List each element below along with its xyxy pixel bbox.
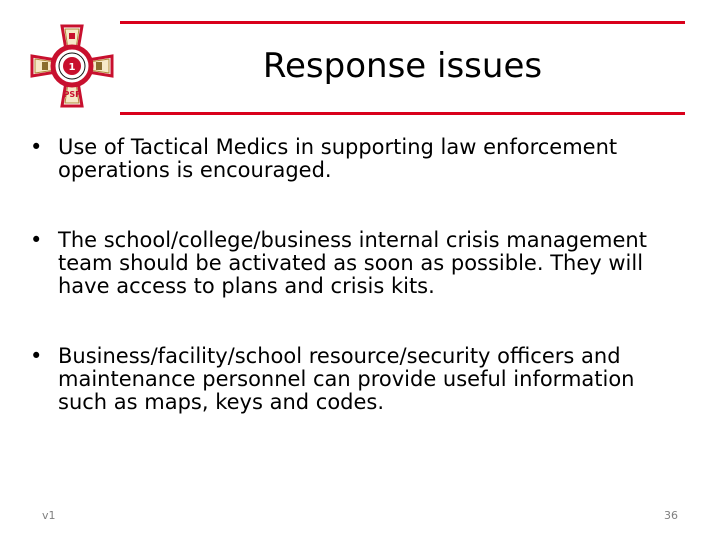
bullet-symbol: • xyxy=(30,135,43,159)
svg-text:PSF: PSF xyxy=(63,90,81,99)
bullet-item-crisis-team xyxy=(30,229,690,298)
bullet-text: Business/facility/school resource/security officers and maintenance personnel can provide useful information such as maps, keys and codes. xyxy=(58,344,635,414)
slide-title: Response issues xyxy=(262,46,543,86)
svg-text:1: 1 xyxy=(68,62,76,73)
bullet-symbol: • xyxy=(30,344,43,368)
bullet-item-security-officers xyxy=(30,345,690,414)
bullet-item-tactical-medics xyxy=(30,136,690,182)
title-top-rule xyxy=(120,21,685,24)
bullet-text: The school/college/business internal crisis management team should be activated as soon as possible. They will have access to plans and crisis kits. xyxy=(58,228,647,298)
fire-service-logo xyxy=(30,24,114,108)
bullet-text: Use of Tactical Medics in supporting law enforcement operations is encouraged. xyxy=(58,135,618,182)
bullet-symbol: • xyxy=(30,228,43,252)
title-bottom-rule xyxy=(120,112,685,115)
page-number: 36 xyxy=(664,509,678,522)
maltese-cross-icon xyxy=(30,24,114,108)
version-label: v1 xyxy=(42,509,56,522)
bullet-list xyxy=(30,134,690,414)
